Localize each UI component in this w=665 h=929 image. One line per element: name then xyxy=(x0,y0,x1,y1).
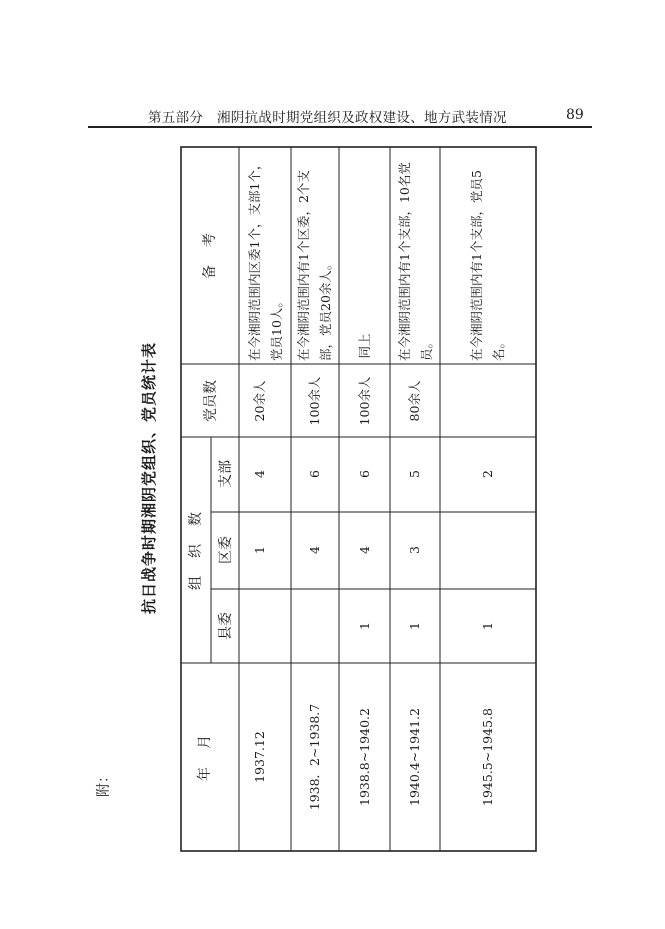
header-district: 区委 xyxy=(218,536,234,564)
row2-period: 1938．2~1938.7 xyxy=(307,703,322,811)
row4-period: 1940.4~1941.2 xyxy=(407,708,422,806)
row5-period: 1945.5~1945.8 xyxy=(480,708,495,806)
row2-remarks: 在今湘阴范围内有1个区委，2个支部，党员20余人。 xyxy=(296,170,333,361)
row2-district: 4 xyxy=(307,546,322,554)
row4-branch: 5 xyxy=(407,470,422,478)
row3-members: 100余人 xyxy=(357,376,372,426)
table-title: 抗日战争时期湘阴党组织、党员统计表 xyxy=(140,342,158,615)
row3-period: 1938.8~1940.2 xyxy=(357,708,372,806)
appendix-label: 附： xyxy=(96,769,112,797)
row2-branch: 6 xyxy=(307,470,322,478)
row3-remarks: 同上 xyxy=(357,333,372,359)
row4-county: 1 xyxy=(407,622,422,630)
row4-remarks: 在今湘阴范围内有1个支部，10名党员。 xyxy=(397,162,434,361)
row4-members: 80余人 xyxy=(407,380,422,422)
row1-members: 20余人 xyxy=(252,380,267,422)
row1-remarks: 在今湘阴范围内区委1个，支部1个，党员10人。 xyxy=(247,157,284,361)
row1-period: 1937.12 xyxy=(252,731,267,783)
row1-district: 1 xyxy=(252,546,267,554)
header-county: 县委 xyxy=(218,612,234,640)
row3-branch: 6 xyxy=(357,470,372,478)
row3-district: 4 xyxy=(357,546,372,554)
page-number: 89 xyxy=(566,107,584,123)
row4-district: 3 xyxy=(407,546,422,554)
row1-branch: 4 xyxy=(252,470,267,478)
header-remarks: 备 考 xyxy=(202,231,218,279)
row5-county: 1 xyxy=(480,622,495,630)
row3-county: 1 xyxy=(357,622,372,630)
header-org-count: 组 织 数 xyxy=(188,510,204,590)
row5-branch: 2 xyxy=(480,470,495,478)
header-branch: 支部 xyxy=(218,460,234,488)
header-members: 党员数 xyxy=(203,380,219,422)
row5-remarks: 在今湘阴范围内有1个支部，党员5名。 xyxy=(469,170,506,361)
header-year-month: 年 月 xyxy=(197,733,213,781)
running-header-title: 第五部分 湘阴抗战时期党组织及政权建设、地方武装情况 xyxy=(148,110,507,126)
row2-members: 100余人 xyxy=(307,376,322,426)
